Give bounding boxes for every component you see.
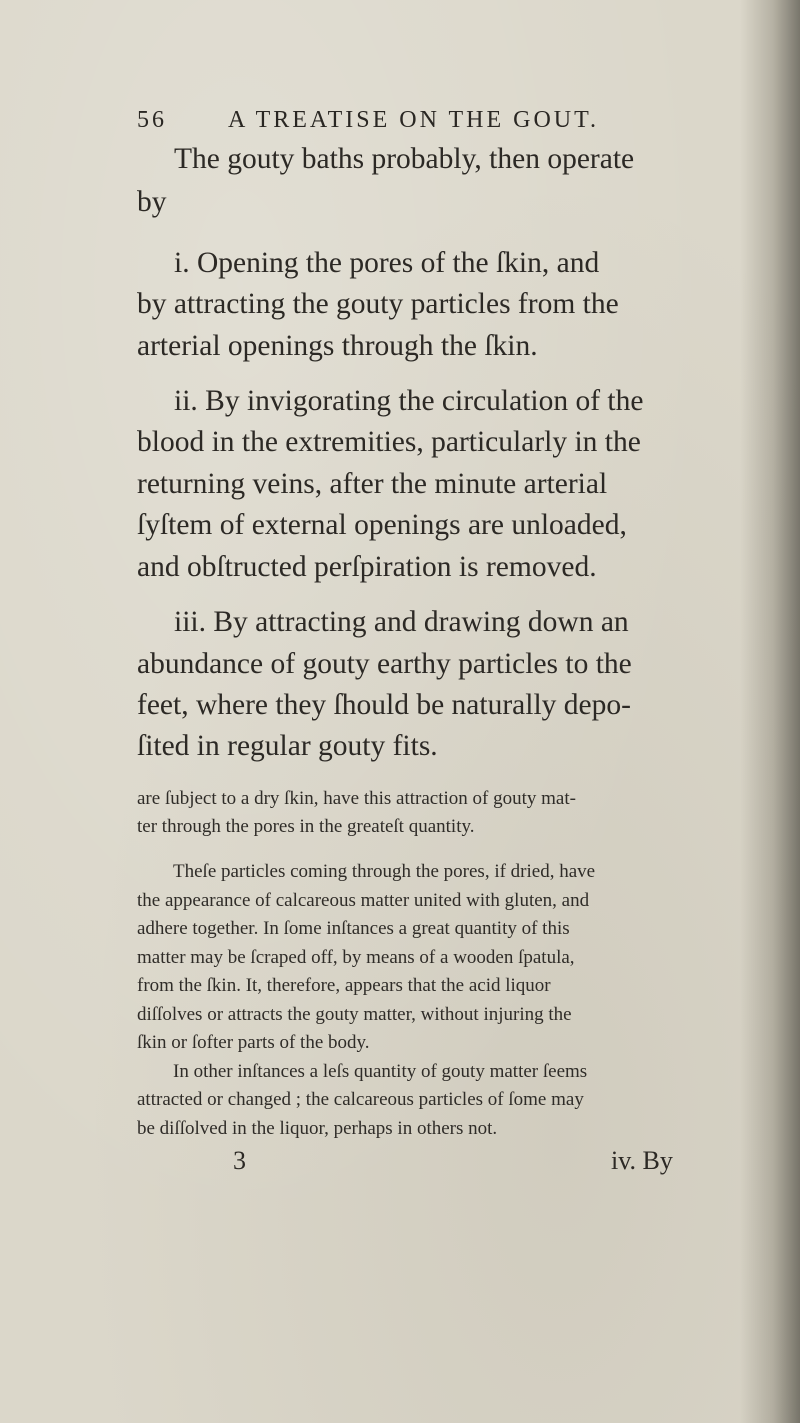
- footnote-line: Theſe particles coming through the pores, if dried, have: [173, 861, 596, 882]
- body-line: returning veins, after the minute arterial: [137, 468, 608, 500]
- body-line: by attracting the gouty particles from the: [137, 288, 619, 320]
- body-line: i. Opening the pores of the ſkin, and: [174, 247, 600, 279]
- page-edge-shadow: [740, 0, 800, 1423]
- body-line: arterial openings through the ſkin.: [137, 330, 538, 362]
- body-line: ii. By invigorating the circulation of the: [174, 385, 644, 417]
- footnote-line: from the ſkin. It, therefore, appears that the acid liquor: [137, 975, 551, 996]
- body-line: abundance of gouty earthy particles to the: [137, 648, 632, 680]
- footnote-line: attracted or changed ; the calcareous particles of ſome may: [137, 1089, 584, 1110]
- footnote-line: adhere together. In ſome inſtances a great quantity of this: [137, 918, 570, 939]
- body-line: ſited in regular gouty fits.: [137, 730, 438, 762]
- page-number: 56: [137, 107, 167, 133]
- body-line: iii. By attracting and drawing down an: [174, 606, 629, 638]
- footnote-line: ter through the pores in the greateſt quantity.: [137, 816, 475, 837]
- body-line: ſyſtem of external openings are unloaded,: [137, 509, 627, 541]
- catchword: iv. By: [611, 1146, 673, 1175]
- signature-mark: 3: [233, 1146, 246, 1175]
- footnote-line: are ſubject to a dry ſkin, have this attraction of gouty mat-: [137, 788, 576, 809]
- footnote-line: diſſolves or attracts the gouty matter, without injuring the: [137, 1004, 572, 1025]
- body-line: by: [137, 186, 167, 218]
- body-line: blood in the extremities, particularly in the: [137, 426, 641, 458]
- footnote-line: ſkin or ſofter parts of the body.: [137, 1032, 370, 1053]
- footnote-line: matter may be ſcraped off, by means of a wooden ſpatula,: [137, 947, 575, 968]
- body-line: and obſtructed perſpiration is removed.: [137, 551, 597, 583]
- footnote-line: In other inſtances a leſs quantity of gouty matter ſeems: [173, 1061, 588, 1082]
- body-line: feet, where they ſhould be naturally depo-: [137, 689, 631, 721]
- footnote-line: be diſſolved in the liquor, perhaps in others not.: [137, 1118, 498, 1139]
- running-title: A TREATISE ON THE GOUT.: [228, 107, 599, 133]
- footnote-line: the appearance of calcareous matter united with gluten, and: [137, 890, 590, 911]
- body-line: The gouty baths probably, then operate: [174, 143, 635, 175]
